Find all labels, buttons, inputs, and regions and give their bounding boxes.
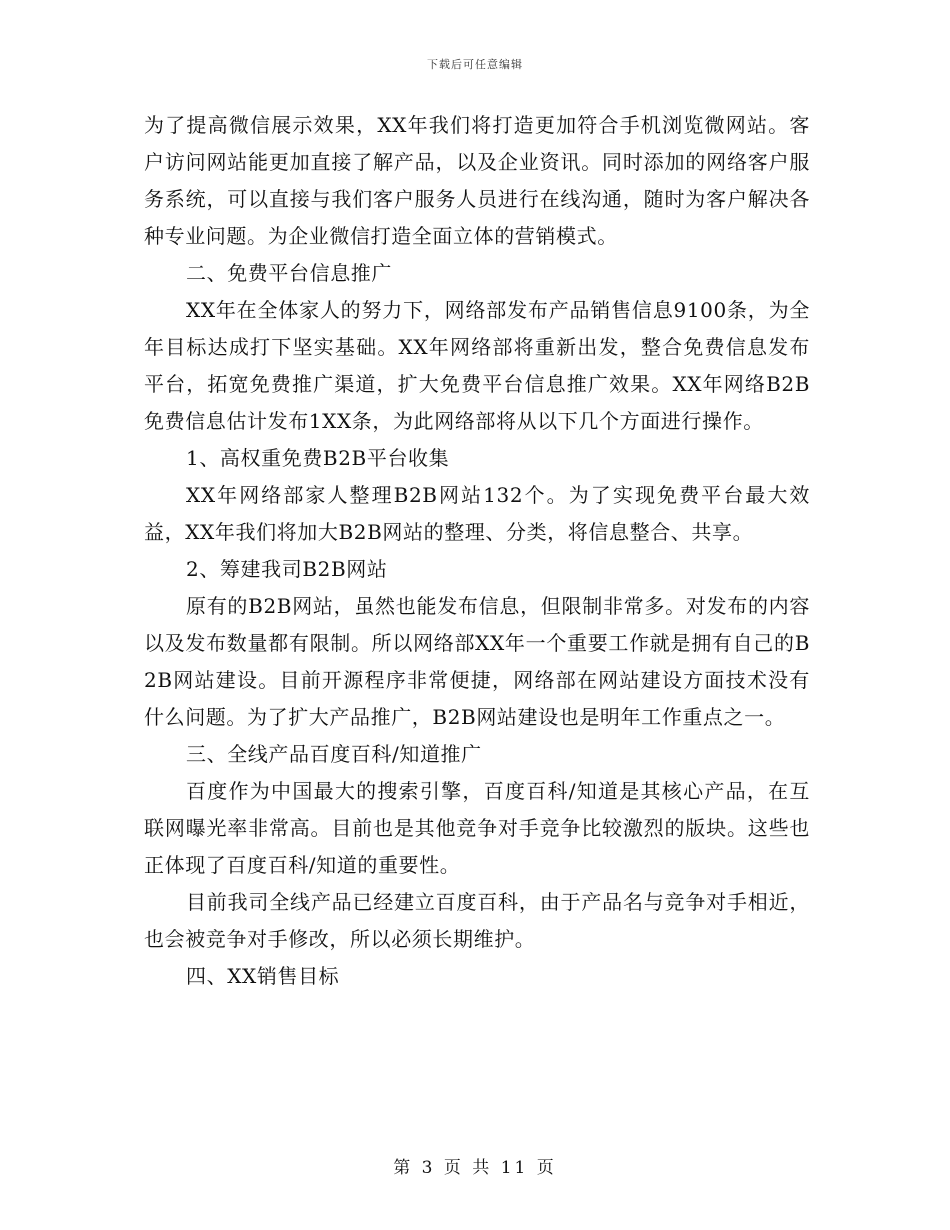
paragraph-baidu-importance: 百度作为中国最大的搜索引擎，百度百科/知道是其核心产品，在互联网曝光率非常高。目前也是其他竞争对手竞争比较激烈的版块。这些也正体现了百度百科/知道的重要性。 [144,779,810,877]
subheading-b2b-website: 2、筹建我司B2B网站 [186,557,388,581]
document-body [144,107,810,995]
paragraph-b2b-website: 原有的B2B网站，虽然也能发布信息，但限制非常多。对发布的内容以及发布数量都有限制。所以网络部XX年一个重要工作就是拥有自己的B2B网站建设。目前开源程序非常便捷，网络部在网站建设方面技术没有什么问题。为了扩大产品推广，B2B网站建设也是明年工作重点之一。 [144,594,810,729]
section-heading-free-platform: 二、免费平台信息推广 [186,261,392,285]
paragraph-free-platform: XX年在全体家人的努力下，网络部发布产品销售信息9100条，为全年目标达成打下坚实基础。XX年网络部将重新出发，整合免费信息发布平台，拓宽免费推广渠道，扩大免费平台信息推广效果。XX年网络B2B免费信息估计发布1XX条，为此网络部将从以下几个方面进行操作。 [144,298,810,433]
page-number: 第 3 页 共 11 页 [393,1158,557,1178]
section-heading-baidu: 三、全线产品百度百科/知道推广 [186,742,482,766]
paragraph-baidu-maintenance: 目前我司全线产品已经建立百度百科，由于产品名与竞争对手相近，也会被竞争对手修改，所以必须长期维护。 [144,890,810,951]
paragraph-wechat-site: 为了提高微信展示效果，XX年我们将打造更加符合手机浏览微网站。客户访问网站能更加直接了解产品，以及企业资讯。同时添加的网络客户服务系统，可以直接与我们客户服务人员进行在线沟通，随时为客户解决各种专业问题。为企业微信打造全面立体的营销模式。 [144,113,810,248]
section-heading-sales-target: 四、XX销售目标 [186,964,340,988]
paragraph-b2b-collection: XX年网络部家人整理B2B网站132个。为了实现免费平台最大效益，XX年我们将加大B2B网站的整理、分类，将信息整合、共享。 [144,483,810,544]
subheading-b2b-collection: 1、高权重免费B2B平台收集 [186,446,450,470]
header-note: 下载后可任意编辑 [427,58,523,71]
